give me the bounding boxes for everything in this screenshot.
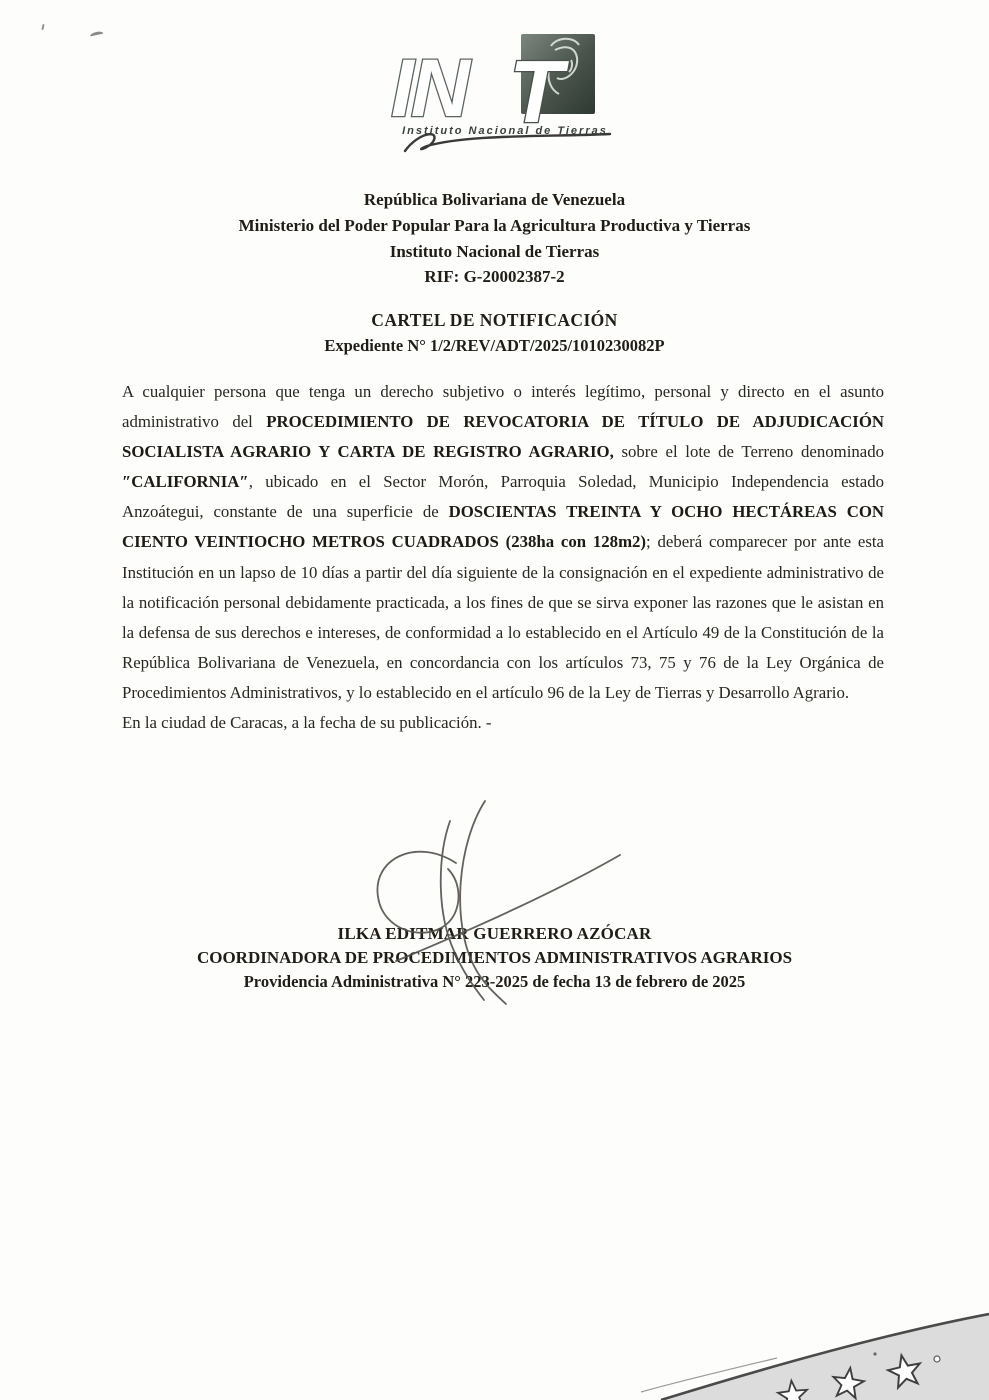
header-institute: Instituto Nacional de Tierras <box>389 241 600 261</box>
body-run: sobre el lote de Terreno denominado <box>613 442 884 462</box>
int-logo <box>383 30 633 170</box>
header-republic: República Bolivariana de Venezuela <box>363 190 626 209</box>
svg-text:T: T <box>509 42 563 141</box>
body-run: A cualquier persona que tenga un derecho subjetivo o interés legítimo, personal y directo en el asunto administrativo del <box>122 382 884 432</box>
body-paragraph <box>122 377 884 708</box>
document-title-block <box>0 307 989 358</box>
case-number: Expediente N° 1/2/REV/ADT/2025/1010230082P <box>324 336 665 355</box>
government-header <box>0 187 989 290</box>
page-title: CARTEL DE NOTIFICACIÓN <box>371 310 618 330</box>
property-name: ″CALIFORNIA″ <box>122 472 249 492</box>
emblem-dot <box>873 1352 876 1355</box>
logo-caption: Instituto Nacional de Tierras <box>402 125 608 137</box>
header-rif: RIF: G-20002387-2 <box>424 267 565 287</box>
signatory-role: COORDINADORA DE PROCEDIMIENTOS ADMINISTRATIVOS AGRARIOS <box>196 948 793 967</box>
body-run-bold: PROCEDIMIENTO DE REVOCATORIA DE TÍTULO DE ADJUDICACIÓN SOCIALISTA AGRARIO Y CARTA DE REGISTRO AGRARIO, <box>122 412 885 462</box>
header-ministry: Ministerio del Poder Popular Para la Agricultura Productiva y Tierras <box>238 215 751 235</box>
body-run: , ubicado en el Sector Morón, Parroquia Soledad, Municipio Independencia estado Anzoátegui, constante de una superficie de <box>122 472 884 522</box>
notification-body <box>122 377 884 738</box>
surface-area: DOSCIENTAS TREINTA Y OCHO HECTÁREAS CON CIENTO VEINTIOCHO METROS CUADRADOS (238ha con 128m2) <box>122 502 885 552</box>
body-run: ; deberá comparecer por ante esta Institución en un lapso de 10 días a partir del día siguiente de la consignación en el expediente administrativo de la notificación personal debidamente practicada, a los fines de que se sirva exponer las razones que le asistan en la defensa de sus derechos e intereses, de conformidad a lo establecido en el Artículo 49 de la Constitución de la República Bolivariana de Venezuela, en concordancia con los artículos 73, 75 y 76 de la Ley Orgánica de Procedimientos Administrativos, y lo establecido en el artículo 96 de la Ley de Tierras y Desarrollo Agrario. <box>122 532 885 702</box>
star-arc-emblem <box>639 1310 989 1400</box>
emblem-dot <box>934 1356 940 1362</box>
providencia-line: Providencia Administrativa N° 223-2025 de fecha 13 de febrero de 2025 <box>243 972 746 991</box>
logo-letters-IN <box>391 43 472 134</box>
svg-text:IN: IN <box>391 43 467 134</box>
scan-speck <box>90 31 103 37</box>
signatory-block <box>0 922 989 994</box>
scan-speck <box>41 24 44 30</box>
signatory-name: ILKA EDITMAR GUERRERO AZÓCAR <box>337 924 652 943</box>
closing-line: En la ciudad de Caracas, a la fecha de su publicación. - <box>122 713 492 733</box>
